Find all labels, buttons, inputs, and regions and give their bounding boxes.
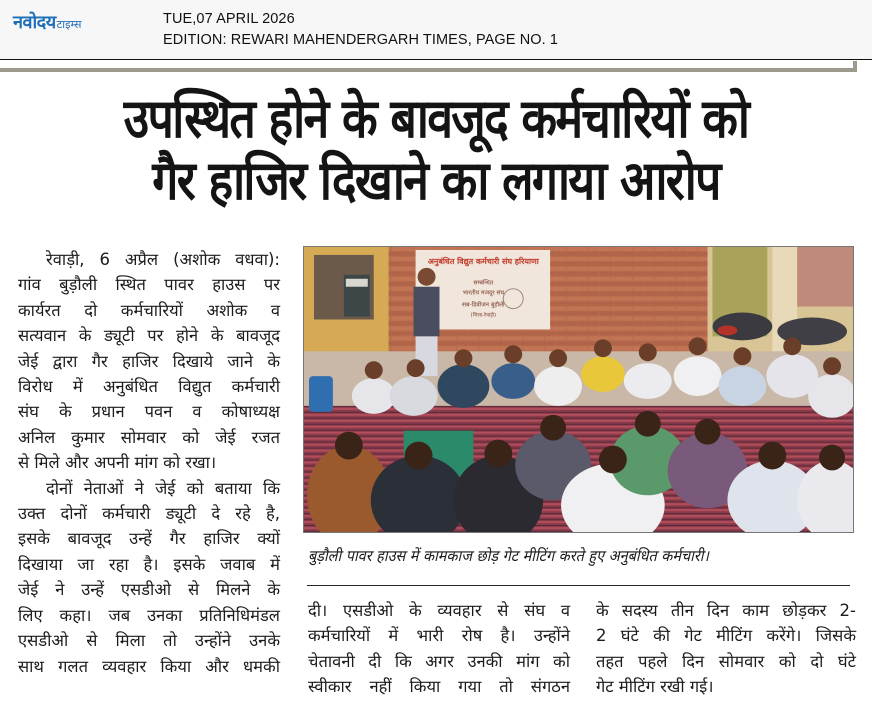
header-divider bbox=[0, 61, 857, 72]
text-line: स्वीकार नहीं किया गया तो संगठन bbox=[308, 677, 570, 697]
text-line: एसडीओ से मिला तो उन्होंने उनके bbox=[18, 631, 280, 651]
text-line: गांव बुड़ौली स्थित पावर हाउस पर bbox=[18, 275, 280, 295]
svg-text:अनुबंधित विद्युत कर्मचारी संघ: अनुबंधित विद्युत कर्मचारी संघ हरियाणा bbox=[427, 256, 539, 266]
svg-text:सब-डिवीजन बुड़ौली: सब-डिवीजन बुड़ौली bbox=[462, 301, 505, 309]
text-line: विरोध में अनुबंधित विद्युत कर्मचारी bbox=[18, 377, 280, 397]
text-line: लिए कहा। जब उनका प्रतिनिधिमंडल bbox=[18, 605, 280, 625]
text-line: संघ के प्रधान पवन व कोषाध्यक्ष bbox=[18, 402, 280, 422]
article-headline bbox=[61, 88, 811, 212]
text-line: कार्यरत दो कर्मचारियों अशोक व bbox=[18, 300, 280, 320]
text-line: सत्यवान के ड्यूटी पर होने के बावजूद bbox=[18, 326, 280, 346]
text-line: चेतावनी दी कि अगर उनकी मांग को bbox=[308, 651, 570, 671]
text-line: अनिल कुमार सोमवार को जेई रजत bbox=[18, 427, 280, 447]
news-photo[interactable] bbox=[303, 246, 854, 533]
headline-line-1: उपस्थित होने के बावजूद कर्मचारियों को bbox=[123, 87, 749, 150]
protest-photo-illustration bbox=[304, 247, 853, 532]
text-line: गेट मीटिंग रखी गई। bbox=[596, 677, 714, 697]
text-line: जेई द्वारा गैर हाजिर दिखाये जाने के bbox=[18, 351, 280, 371]
edition-date: TUE,07 APRIL 2026 bbox=[163, 11, 295, 27]
article-column-2 bbox=[308, 598, 570, 700]
edition-info bbox=[163, 9, 558, 51]
logo-sub-text: टाइम्स bbox=[56, 18, 82, 31]
text-line: दोनों नेताओं ने जेई को बताया कि bbox=[46, 478, 280, 498]
text-line: जेई ने उन्हें एसडीओ से मिलने के bbox=[18, 580, 280, 600]
photo-caption: बुड़ौली पावर हाउस में कामकाज छोड़ गेट मीटिंग करते हुए अनुबंधित कर्मचारी। bbox=[308, 547, 709, 565]
newspaper-logo[interactable] bbox=[13, 10, 81, 32]
text-line: के सदस्य तीन दिन काम छोड़कर 2- bbox=[596, 601, 856, 620]
svg-text:(जिला-रेवाड़ी): (जिला-रेवाड़ी) bbox=[470, 312, 497, 319]
text-line: उक्त दोनों कर्मचारी ड्यूटी दे रहे है, bbox=[18, 504, 280, 524]
text-line: दिखाया जा रहा है। इसके जवाब में bbox=[18, 554, 280, 574]
article-column-1 bbox=[18, 247, 280, 679]
dateline: रेवाड़ी, 6 अप्रैल (अशोक वधवा): bbox=[46, 250, 280, 269]
text-line: 2 घंटे की गेट मीटिंग करेंगे। जिसके bbox=[596, 626, 856, 646]
text-line: इसके बावजूद उन्हें गैर हाजिर क्यों bbox=[18, 529, 280, 549]
svg-text:सम्बन्धित: सम्बन्धित bbox=[473, 279, 494, 287]
text-line: कर्मचारियों में भारी रोष है। उन्होंने bbox=[308, 626, 570, 646]
edition-name-page: EDITION: REWARI MAHENDERGARH TIMES, PAGE NO. 1 bbox=[163, 32, 559, 48]
text-line: तहत पहले दिन सोमवार को दो घंटे bbox=[596, 651, 856, 671]
text-line: से मिले और अपनी मांग को रखा। bbox=[18, 453, 217, 473]
edition-header bbox=[0, 0, 872, 60]
text-line: दी। एसडीओ के व्यवहार से संघ व bbox=[308, 601, 570, 620]
logo-main-text: नवोदय bbox=[13, 12, 56, 33]
article-column-3 bbox=[596, 598, 856, 700]
caption-divider bbox=[307, 585, 850, 586]
text-line: साथ गलत व्यवहार किया और धमकी bbox=[18, 656, 280, 676]
headline-line-2: गैर हाजिर दिखाने का लगाया आरोप bbox=[152, 149, 720, 212]
svg-text:भारतीय मजदूर संघ: भारतीय मजदूर संघ bbox=[462, 289, 505, 297]
